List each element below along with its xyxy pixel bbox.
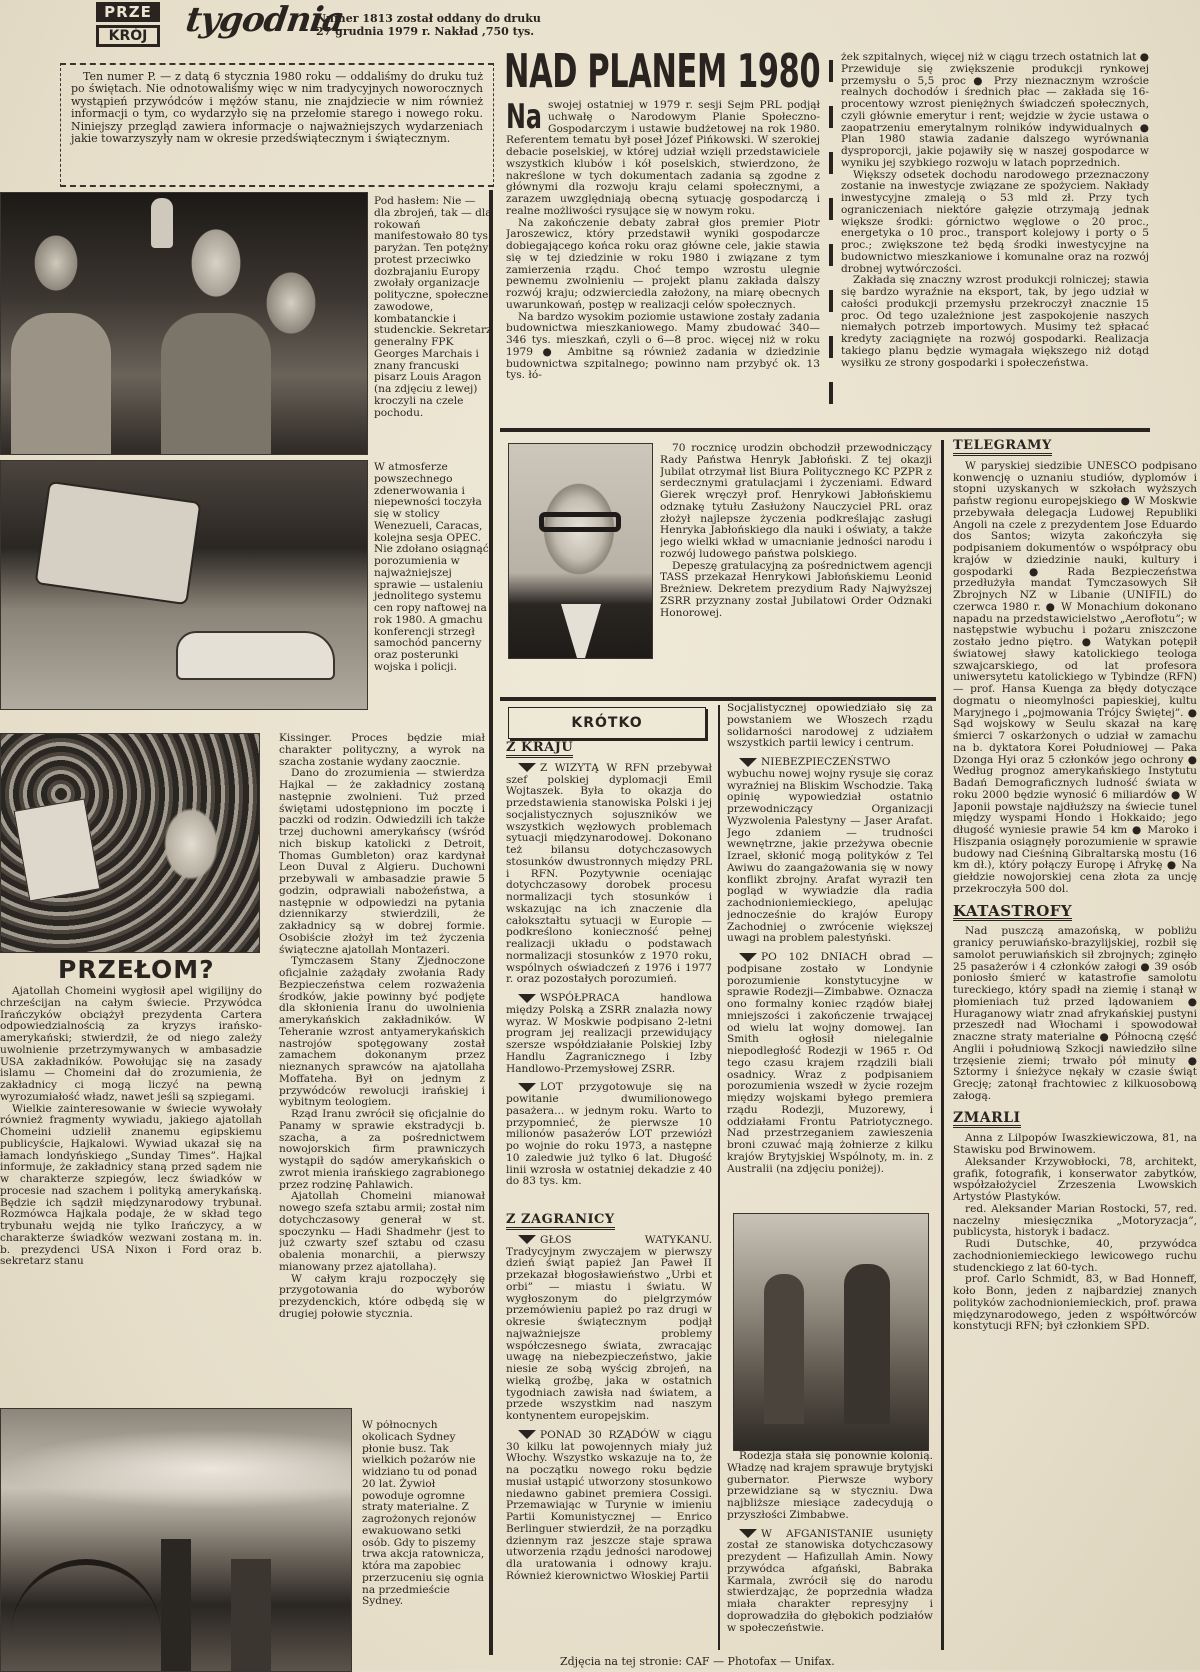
photo-paris-march <box>0 192 368 455</box>
triangle-bullet-icon <box>739 1529 757 1538</box>
paragraph: Wielkie zainteresowanie w świecie wywołały również fragmenty wywiadu, jakiego ajatollah Chomeini udzielił znanemu egipskiemu publicyście, Hajkalowi. Wywiad ukazał się na łamach londyńskiego „Sunday Times”. Hajkal informuje, że zakładnicy staną przed sądem nie w charakterze szpiegów, lecz świadków w procesie nad szachem i polityką amerykańską. Będzie ich sądził międzynarodowy trybunał. Rozmówca Hajkala podaje, że w skład tego trybunału wejdą nie tylko Irańczycy, a w charakterze świadków wezwani zostaną m. in. b. prezydenci USA Nixon i Ford oraz b. sekretarz stanu <box>0 1102 262 1268</box>
nad-planem-column-2 <box>841 52 1149 424</box>
paragraph: Zakłada się znaczny wzrost produkcji rolniczej; stawia się bardzo wyraźnie na eksport, tak, by jego udział w całości produkcji przemysłu przekroczył znacznie 15 proc. Od tego uzależnione jest zaspokojenie naszych niemałych potrzeb importowych. Musimy też spłacać kredyty zaciągnięte na rozwój gospodarki. Realizacja takiego planu będzie wymagała większego niż dotąd wysiłku ze strony gospodarki i społeczeństwa. <box>841 274 1149 369</box>
paragraph: Ajatollah Chomeini wygłosił apel wigilijny do chrześcijan na całym świecie. Przywódca Irańczyków obciążył prezydenta Cartera odpowiedzialnością za kryzys irańsko-amerykański; stwierdził, że od niego zależy uwolnienie przetrzymywanych w ambasadzie USA zakładników. Powołując się na zasady islamu — Chomeini dał do zrozumienia, że zakładnicy ci mogą liczyć na pewną wyrozumiałość władz, nawet jeśli są szpiegami. <box>0 986 262 1103</box>
triangle-bullet-icon <box>518 1430 536 1439</box>
telegramy-text: W paryskiej siedzibie UNESCO podpisano konwencję o uznaniu studiów, dyplomów i stopni uzyskanych w szkołach wyższych państw regionu europejskiego ● W Moskwie przebywała delegacja Ludowej Republiki Angoli na czele z prezydentem Jose Eduardo dos Santos; wizyta zakończyła się podpisaniem dokumentów o współpracy obu krajów w dziedzinie nauki, kultury i gospodarki ● Rada Bezpieczeństwa przedłużyła mandat Tymczasowych Sił Zbrojnych NZ w Libanie (UNIFIL) do czerwca 1980 r. ● W Monachium dokonano napadu na przedstawicielstwo „Aerofłotu”; w następstwie wybuchu i pożaru zniszczone zostało jedno piętro. ● Watykan potępił światowej sławy katolickiego teologa szwajcarskiego, od lat profesora uniwersytetu katolickiego w Tybindze (RFN) — prof. Hansa Kuenga za błędy dotyczące dogmatu o nieomylności papieskiej, kultu Maryjnego i „pojmowania Trójcy Świętej”. ● Sąd wojskowy w Seulu skazał na karę śmierci 7 oskarżonych o udział w zamachu na b. dyktatora Korei Południowej — Paka Dzonga Hyi oraz 5 członków jego ochrony ● Według prognoz amerykańskiego Instytutu Badań Demograficznych ludność świata w roku 2000 będzie wynosić 6 miliardów ● W Japonii powstaje najdłuższy na świecie tunel między wyspami Hondo i Hokkaido; jego długość wyniesie prawie 54 km ● Maroko i Hiszpania osiągnęły porozumienie w sprawie budowy nad Cieśniną Gibraltarską mostu (16 km dł.), który połączy Europę i Afrykę ● Na giełdzie nowojorskiej cena złota za uncję przekroczyła 500 dol. <box>953 459 1197 895</box>
news-item: GŁOS WATYKANU. Tradycyjnym zwyczajem w pierwszy dzień świąt papież Jan Paweł II przekazał błogosławieństwo „Urbi et orbi” — miastu i światu. W wygłoszonym do pielgrzymów przemówieniu papież po raz drugi w okresie świątecznym podjął najważniejsze problemy współczesnego świata, zwracając uwagę na niebezpieczeństwo, jakie niesie ze sobą wyścig zbrojeń, na wielką groźbę, jaka w ostatnich tygodniach zawisła nad światem, a przede wszystkim nad naszym kontynentem europejskim. <box>506 1233 712 1422</box>
paragraph: Większy odsetek dochodu narodowego przeznaczony zostanie na inwestycje związane ze spożyciem. Nakłady inwestycyjne zmaleją o 53 mld zł. Przy tych ograniczeniach niektóre gałęzie otrzymają jednak większe środki: górnictwo węglowe o 20 proc., energetyka o 10 proc., transport kolejowy i porty o 5 proc.; zwiększone też będą środki inwestycyjne na budownictwo mieszkaniowe i komunalne oraz na rozwój drobnej wytwórczości. <box>841 168 1149 275</box>
paragraph: Na bardzo wysokim poziomie ustawione zostały zadania budownictwa mieszkaniowego. Mamy zbudować 340—346 tys. mieszkań, czyli o 6—8 proc. więcej niż w roku 1979 ● Ambitne są również zadania w dziedzinie budownictwa szpitalnego; powinno nam przybyć ok. 13 tys. łó- <box>506 310 820 382</box>
paragraph: Rząd Iranu zwrócił się oficjalnie do Panamy w sprawie ekstradycji b. szacha, a za pośrednictwem nowojorskich firm prawniczych wystąpił do sądów amerykańskich o zwrot mienia irańskiego zagrabionego przez rodzinę Pahlawich. <box>279 1108 485 1191</box>
krotko-box <box>508 707 706 739</box>
przelom-left-column <box>0 986 262 1400</box>
section-title: tygodnia <box>183 0 347 40</box>
z-kraju-heading: Z KRAJU <box>506 742 573 758</box>
glasses <box>539 512 621 532</box>
obituary-entry: Aleksander Krzywobłocki, 78, architekt, grafik, fotografik, i konserwator zabytków, współzałożyciel Zrzeszenia Lwowskich Artystów Plastyków. <box>953 1155 1197 1203</box>
triangle-bullet-icon <box>518 763 536 772</box>
photo-henryk-jablonski <box>508 443 653 659</box>
issue-info <box>316 12 541 38</box>
jablonski-text <box>660 443 932 663</box>
photo-caracas-armored-car <box>0 460 368 710</box>
triangle-bullet-icon <box>518 1235 536 1244</box>
shirt-collar <box>561 604 601 658</box>
z-zagranicy-column <box>506 1210 712 1650</box>
obituary-entry: prof. Carlo Schmidt, 83, w Bad Honneff, koło Bonn, jeden z najbardziej znanych polityków zachodnioniemieckich, prof. prawa międzynarodowego, jeden z współtwórców konstytucji RFN; był członkiem SPD. <box>953 1273 1197 1333</box>
divider <box>500 697 936 701</box>
issue-line-1: Numer 1813 został oddany do druku <box>316 12 541 25</box>
zmarli-heading: ZMARLI <box>953 1113 1021 1129</box>
masthead-logo <box>96 2 160 46</box>
paragraph: W całym kraju rozpoczęły się przygotowania do wyborów prezydenckich, które odbędą się w drugiej połowie stycznia. <box>279 1272 485 1320</box>
katastrofy-heading: KATASTROFY <box>953 901 1073 920</box>
soldier-figure <box>764 1274 804 1424</box>
news-item: PO 102 DNIACH obrad — podpisane zostało w Londynie porozumienie konstytucyjne w sprawie Rodezji—Zimbabwe. Oznacza ono formalny koniec rządów białej mniejszości i zakończenie trwającej od wielu lat wojny domowej. Ian Smith ogłosił nielegalnie niepodległość Rodezji w 1965 r. Od tego czasu krajem rządzili biali osadnicy. Wraz z podpisaniem porozumienia wszedł w życie rozejm między wojskami byłego premiera rządu Rodezji, Muzorewy, i oddziałami Frontu Patriotycznego. Nad przestrzeganiem zawieszenia broni czuwać mają żołnierze z kilku krajów Brytyjskiej Wspólnoty, m. in. z Australii (na zdjęciu poniżej). <box>727 951 933 1175</box>
photo-caption-opec: W atmosferze powszechnego zdenerwowania i niepewności toczyła się w stolicy Wenezueli, Caracas, kolejna sesja OPEC. Nie zdołano osiągnąć porozumienia w najważniejszej sprawie — ustaleniu jednolitego systemu cen ropy naftowej na rok 1980. A gmachu konferencji strzegł samochód pancerny oraz posterunki wojska i policji. <box>374 462 489 673</box>
news-item: Z WIZYTĄ W RFN przebywał szef polskiej dyplomacji Emil Wojtaszek. Była to okazja do przedstawienia stanowiska Polski i jej socjalistycznych sojuszników we wszystkich węzłowych problemach sytuacji międzynarodowej. Dokonano też bilansu dotychczasowych stosunków dwustronnych między PRL i RFN. Pozytywnie oceniając dotychczasowy dorobek procesu normalizacji tych stosunków i wskazując na ich znaczenie dla całokształtu sytuacji w Europie — podkreślono konieczność pełnej realizacji układu o podstawach normalizacji stosunków z 1970 roku, wspólnych oświadczeń z 1976 i 1977 r. oraz pozostałych porozumień. <box>506 761 712 986</box>
nad-planem-column-1 <box>506 100 820 426</box>
przelom-middle-column <box>279 733 485 1400</box>
intro-text: Ten numer P. — z datą 6 stycznia 1980 roku — oddaliśmy do druku tuż po świętach. Nie odnotowaliśmy więc w nim tradycyjnych noworocznych wystąpień przywódców i mężów stanu, nie znajdziecie w nim również informacji o tym, co wydarzyło się na przełomie starego i nowego roku. Niniejszy przegląd zawiera informacje o najważniejszych wydarzeniach jakie towarzyszyły nam w okresie przedświątecznym i świątecznym. <box>71 70 483 146</box>
news-item-continuation: Socjalistycznej opowiedziało się za powstaniem we Włoszech rządu solidarności narodowej z udziałem wszystkich partii lewicy i centrum. <box>727 703 933 750</box>
coat-figure <box>161 313 271 454</box>
column-divider <box>941 440 944 1650</box>
right-column <box>953 436 1197 1616</box>
column-divider <box>718 705 720 1650</box>
smoke <box>1 1429 351 1509</box>
intro-box <box>60 63 494 187</box>
photo-iran-crowd <box>0 733 260 953</box>
triangle-bullet-icon <box>518 994 536 1003</box>
krotko-column-2 <box>727 703 933 1211</box>
photo-caption-sydney: W północnych okolicach Sydney płonie busz. Tak wielkich pożarów nie widziano tu od ponad 20 lat. Żywioł powoduje ogromne straty materialne. Z zagrożonych rejonów ewakuowano setki osób. Gdy to piszemy trwa akcja ratownicza, która ma zapobiec przerzuceniu się ognia na przedmieście Sydney. <box>362 1420 485 1608</box>
divider <box>500 428 1150 432</box>
dropcap: Na <box>506 100 542 137</box>
armored-vehicle <box>35 481 202 605</box>
krotko-column-2-bottom <box>727 1451 933 1650</box>
news-item: WSPÓŁPRACA handlowa między Polską a ZSRR znalazła nowy wyraz. W Moskwie podpisano 2-letni program jej realizacji przewidujący szersze współdziałanie Polskiej Izby Handlu Zagranicznego i Izby Handlowo-Przemysłowej ZSRR. <box>506 992 712 1075</box>
margin-bars <box>829 60 833 420</box>
obituary-entry: red. Aleksander Marian Rostocki, 57, red. naczelny miesięcznika „Motoryzacja”, publicysta, historyk i badacz. <box>953 1202 1197 1239</box>
harbour-bridge <box>11 1559 161 1635</box>
obituary-entry: Anna z Lilpopów Iwaszkiewiczowa, 81, na Stawisku pod Brwinowem. <box>953 1132 1197 1156</box>
photo-sydney-fire <box>0 1408 352 1672</box>
photo-caption-paris: Pod hasłem: Nie — dla zbrojeń, tak — dla rokowań manifestowało 80 tys. paryżan. Ten potężny protest przeciwko dozbrajaniu Europy zwołały organizacje polityczne, społeczne, zawodowe, kombatanckie i studenckie. Sekretarz generalny FPK Georges Marchais i znany francuski pisarz Louis Aragon (na zdjęciu z lewej) kroczyli na czele pochodu. <box>374 196 492 419</box>
portrait-poster <box>14 798 101 901</box>
obituary-entry: Rudi Dutschke, 40, przywódca zachodnioniemieckiego lewicowego ruchu studenckiego z lat 60-tych. <box>953 1238 1197 1274</box>
raised-hand <box>151 198 173 248</box>
logo-bottom: KRÓJ <box>96 25 160 47</box>
photo-caption-rhodesia: Rodezja stała się ponownie kolonią. Władzę nad krajem sprawuje brytyjski gubernator. Pierwsze wybory przewidziane są w styczniu. Dwa najbliższe miesiące zadecydują o przyszłości Zimbabwe. <box>727 1451 933 1521</box>
paragraph: Tymczasem Stany Zjednoczone oficjalnie zażądały zwołania Rady Bezpieczeństwa celem rozważenia środków, jakie powinny być podjęte dla skłonienia Iranu do uwolnienia amerykańskich zakładników. W Teheranie wzrost antyamerykańskich nastrojów spotęgowany został zamachem dokonanym przez nieznanych sprawców na ajatollaha Moffateha. Był on jednym z przywódców rewolucji irańskiej i wybitnym teologiem. <box>279 955 485 1109</box>
car <box>176 631 335 680</box>
news-item: W AFGANISTANIE usunięty został ze stanowiska dotychczasowy prezydent — Hafizullah Amin. Nowy przywódca afgański, Babraka Karmala, zwrócił się do narodu stwierdzając, że poprzednia władza miała charakter represyjny i doprowadziła do głębokich podziałów w społeczeństwie. <box>727 1527 933 1634</box>
paragraph: żek szpitalnych, więcej niż w ciągu trzech ostatnich lat ● Przewiduje się zwiększenie produkcji rynkowej przemysłu o 5,5 proc ● Przy nieznacznym wzroście realnych dochodów i średnich płac — zakłada się 16-procentowy wzrost pieniężnych świadczeń społecznych, czyli głównie emerytur i rent; wejdzie w życie ustawa o zaopatrzeniu emerytalnym rolników indywidualnych ● Plan 1980 stawia zadanie dalszego wyrównania dysproporcji, jakie pojawiły się w naszej gospodarce w wyniku jej szybkiego rozwoju w latach poprzednich. <box>841 52 1149 169</box>
telegramy-heading: TELEGRAMY <box>953 440 1052 456</box>
soldier-figure <box>844 1264 890 1424</box>
z-zagranicy-heading: Z ZAGRANICY <box>506 1214 615 1230</box>
tower <box>161 1539 191 1671</box>
paragraph: 70 rocznicę urodzin obchodził przewodniczący Rady Państwa Henryk Jabłoński. Z tej okazji Jubilat otrzymał list Biura Politycznego KC PZPR z serdecznymi gratulacjami i życzeniami. Edward Gierek wręczył prof. Henrykowi Jabłońskiemu odznakę tytułu Zasłużony Nauczyciel PRL oraz złożył najlepsze życzenia podkreślając zasługi Henryka Jabłońskiego dla nauki i oświaty, a także jego wielki wkład w umacnianie jedności narodu i rozwój ludowego państwa polskiego. <box>660 443 932 560</box>
news-item: NIEBEZPIECZEŃSTWO wybuchu nowej wojny rysuje się coraz wyraźniej na Bliskim Wschodzie. Taką opinię wypowiedział ostatnio przewodniczący Organizacji Wyzwolenia Palestyny — Jaser Arafat. Jego zdaniem — trudności wewnętrzne, jakie przeżywa obecnie Izrael, skłonić mogą polityków z Tel Awiwu do zaangażowania się w nowy konflikt zbrojny. Arafat wyraził ten pogląd w wywiadzie dla radia zachodnioniemieckiego, apelując jednocześnie do krajów Europy Zachodniej o zwrócenie większej uwagi na problem palestyński. <box>727 756 933 945</box>
nad-planem-headline: NAD PLANEM 1980 <box>504 44 821 98</box>
paragraph: Kissinger. Proces będzie miał charakter polityczny, a wyrok na szacha zostanie wydany zaocznie. <box>279 733 485 768</box>
przelom-title: PRZEŁOM? <box>58 955 215 984</box>
paragraph: Na zakończenie debaty zabrał głos premier Piotr Jaroszewicz, który przedstawił wyniki gospodarcze dobiegającego końca roku oraz główne cele, jakie stawia się w tej dziedzinie w roku 1980 i związane z tym zamierzenia rządu. Choć tempo wzrostu ulegnie pewnemu zwolnieniu — projekt planu zakłada dalszy rozwój kraju; odzwierciedla założony, na miarę obecnych uwarunkowań, postęp w realizacji celów społecznych. <box>506 216 820 311</box>
paragraph: Dano do zrozumienia — stwierdza Hajkal — że zakładnicy zostaną następnie zwolnieni. Tuż przed świętami udostępniono im pocztę i paczki od rodzin. Odwiedzili ich także trzej duchowni amerykańscy (wśród nich biskup katolicki z Detroit, Thomas Gumbleton) oraz kardynał Leon Duval z Algieru. Duchowni przebywali w ambasadzie prawie 5 godzin, odprawiali nabożeństwa, a następnie w odpowiedzi na pytania dziennikarzy stwierdzili, że zakładnicy są w dobrej formie. Osobiście złożył im też życzenia świąteczne ajatollah Montazeri. <box>279 767 485 956</box>
katastrofy-text: Nad puszczą amazońską, w pobliżu granicy peruwiańsko-brazylijskiej, rozbił się samolot peruwiańskich sił zbrojnych; zginęło 25 pasażerów i 4 członków załogi ● 39 osób poniosło śmierć w katastrofie samolotu tureckiego, który spadł na ziemię i stanął w płomieniach tuż przed lądowaniem ● Huraganowy wiatr znad afrykańskiej pustyni przeszedł nad Włochami i spowodował znaczne straty materialne ● Północną część Anglii i południową Szkocji nawiedziło silne trzęsienie ziemi; trwało pół minuty ● Sztormy i śnieżyce nękały w czasie świąt Grecję; zatonął frachtowiec z kilkuosobową załogą. <box>953 925 1197 1102</box>
triangle-bullet-icon <box>518 1083 536 1092</box>
krotko-title: KRÓTKO <box>571 715 643 731</box>
photo-credits: Zdjęcia na tej stronie: CAF — Photofax — Unifax. <box>560 1655 835 1668</box>
news-item: PONAD 30 RZĄDÓW w ciągu 30 kilku lat powojennych miały już Włochy. Wszystko wskazuje na to, że na początku nowego roku będzie musiał ustąpić utworzony stosunkowo niedawno gabinet premiera Cossigi. Przemawiając w Turynie w imieniu Partii Komunistycznej — Enrico Berlinguer stwierdził, że na porządku dziennym raz jeszcze staje sprawa utworzenia rządu jedności narodowej dla uratowania i odnowy kraju. Również kierownictwo Włoskiej Partii <box>506 1428 712 1582</box>
photo-rhodesia-soldiers <box>733 1213 929 1451</box>
logo-top: PRZE <box>96 2 160 22</box>
z-kraju-column <box>506 738 712 1208</box>
paragraph: swojej ostatniej w 1979 r. sesji Sejm PRL podjął uchwałę o Narodowym Planie Społeczno-Gospodarczym i ustawie budżetowej na rok 1980. Referentem tematu był poseł Józef Pińkowski. W szerokiej debacie poselskiej, w której udział wzięli przedstawiciele wszystkich klubów i kół poselskich, stwierdzono, że nakreślone w tych dokumentach zadania są zgodne z głównymi dla rozwoju kraju celami społecznymi, a zarazem uwzględniają obecną sytuację gospodarczą i realne możliwości rysujące się w nowym roku. <box>506 100 820 217</box>
triangle-bullet-icon <box>739 758 757 767</box>
triangle-bullet-icon <box>739 953 757 962</box>
issue-line-2: 27 grudnia 1979 r. Nakład ,750 tys. <box>316 25 535 38</box>
paragraph: Depeszę gratulacyjną za pośrednictwem agencji TASS przekazał Henrykowi Jabłońskiemu Leonid Breżniew. Dekretem prezydium Rady Najwyższej ZSRR przyznany został Jubilatowi Order Odznaki Honorowej. <box>660 559 932 619</box>
tower <box>231 1559 271 1671</box>
paragraph: Ajatollah Chomeini mianował nowego szefa sztabu armii; został nim dotychczasowy generał w st. spoczynku — Hadi Shadmehr (jest to już czwarty szef sztabu od czasu obalenia monarchii, a pierwszy mianowany przez ajatollaha). <box>279 1190 485 1273</box>
coat-figure <box>11 313 111 454</box>
news-item: LOT przygotowuje się na powitanie dwumilionowego pasażera... w jednym roku. Warto to przypomnieć, że pierwsze 10 milionów pasażerów LOT przewiózł po wojnie do roku 1973, a następne 10 zaledwie już tylko 6 lat. Długość linii wzrosła w ostatniej dekadzie z 40 do 83 tys. km. <box>506 1081 712 1188</box>
